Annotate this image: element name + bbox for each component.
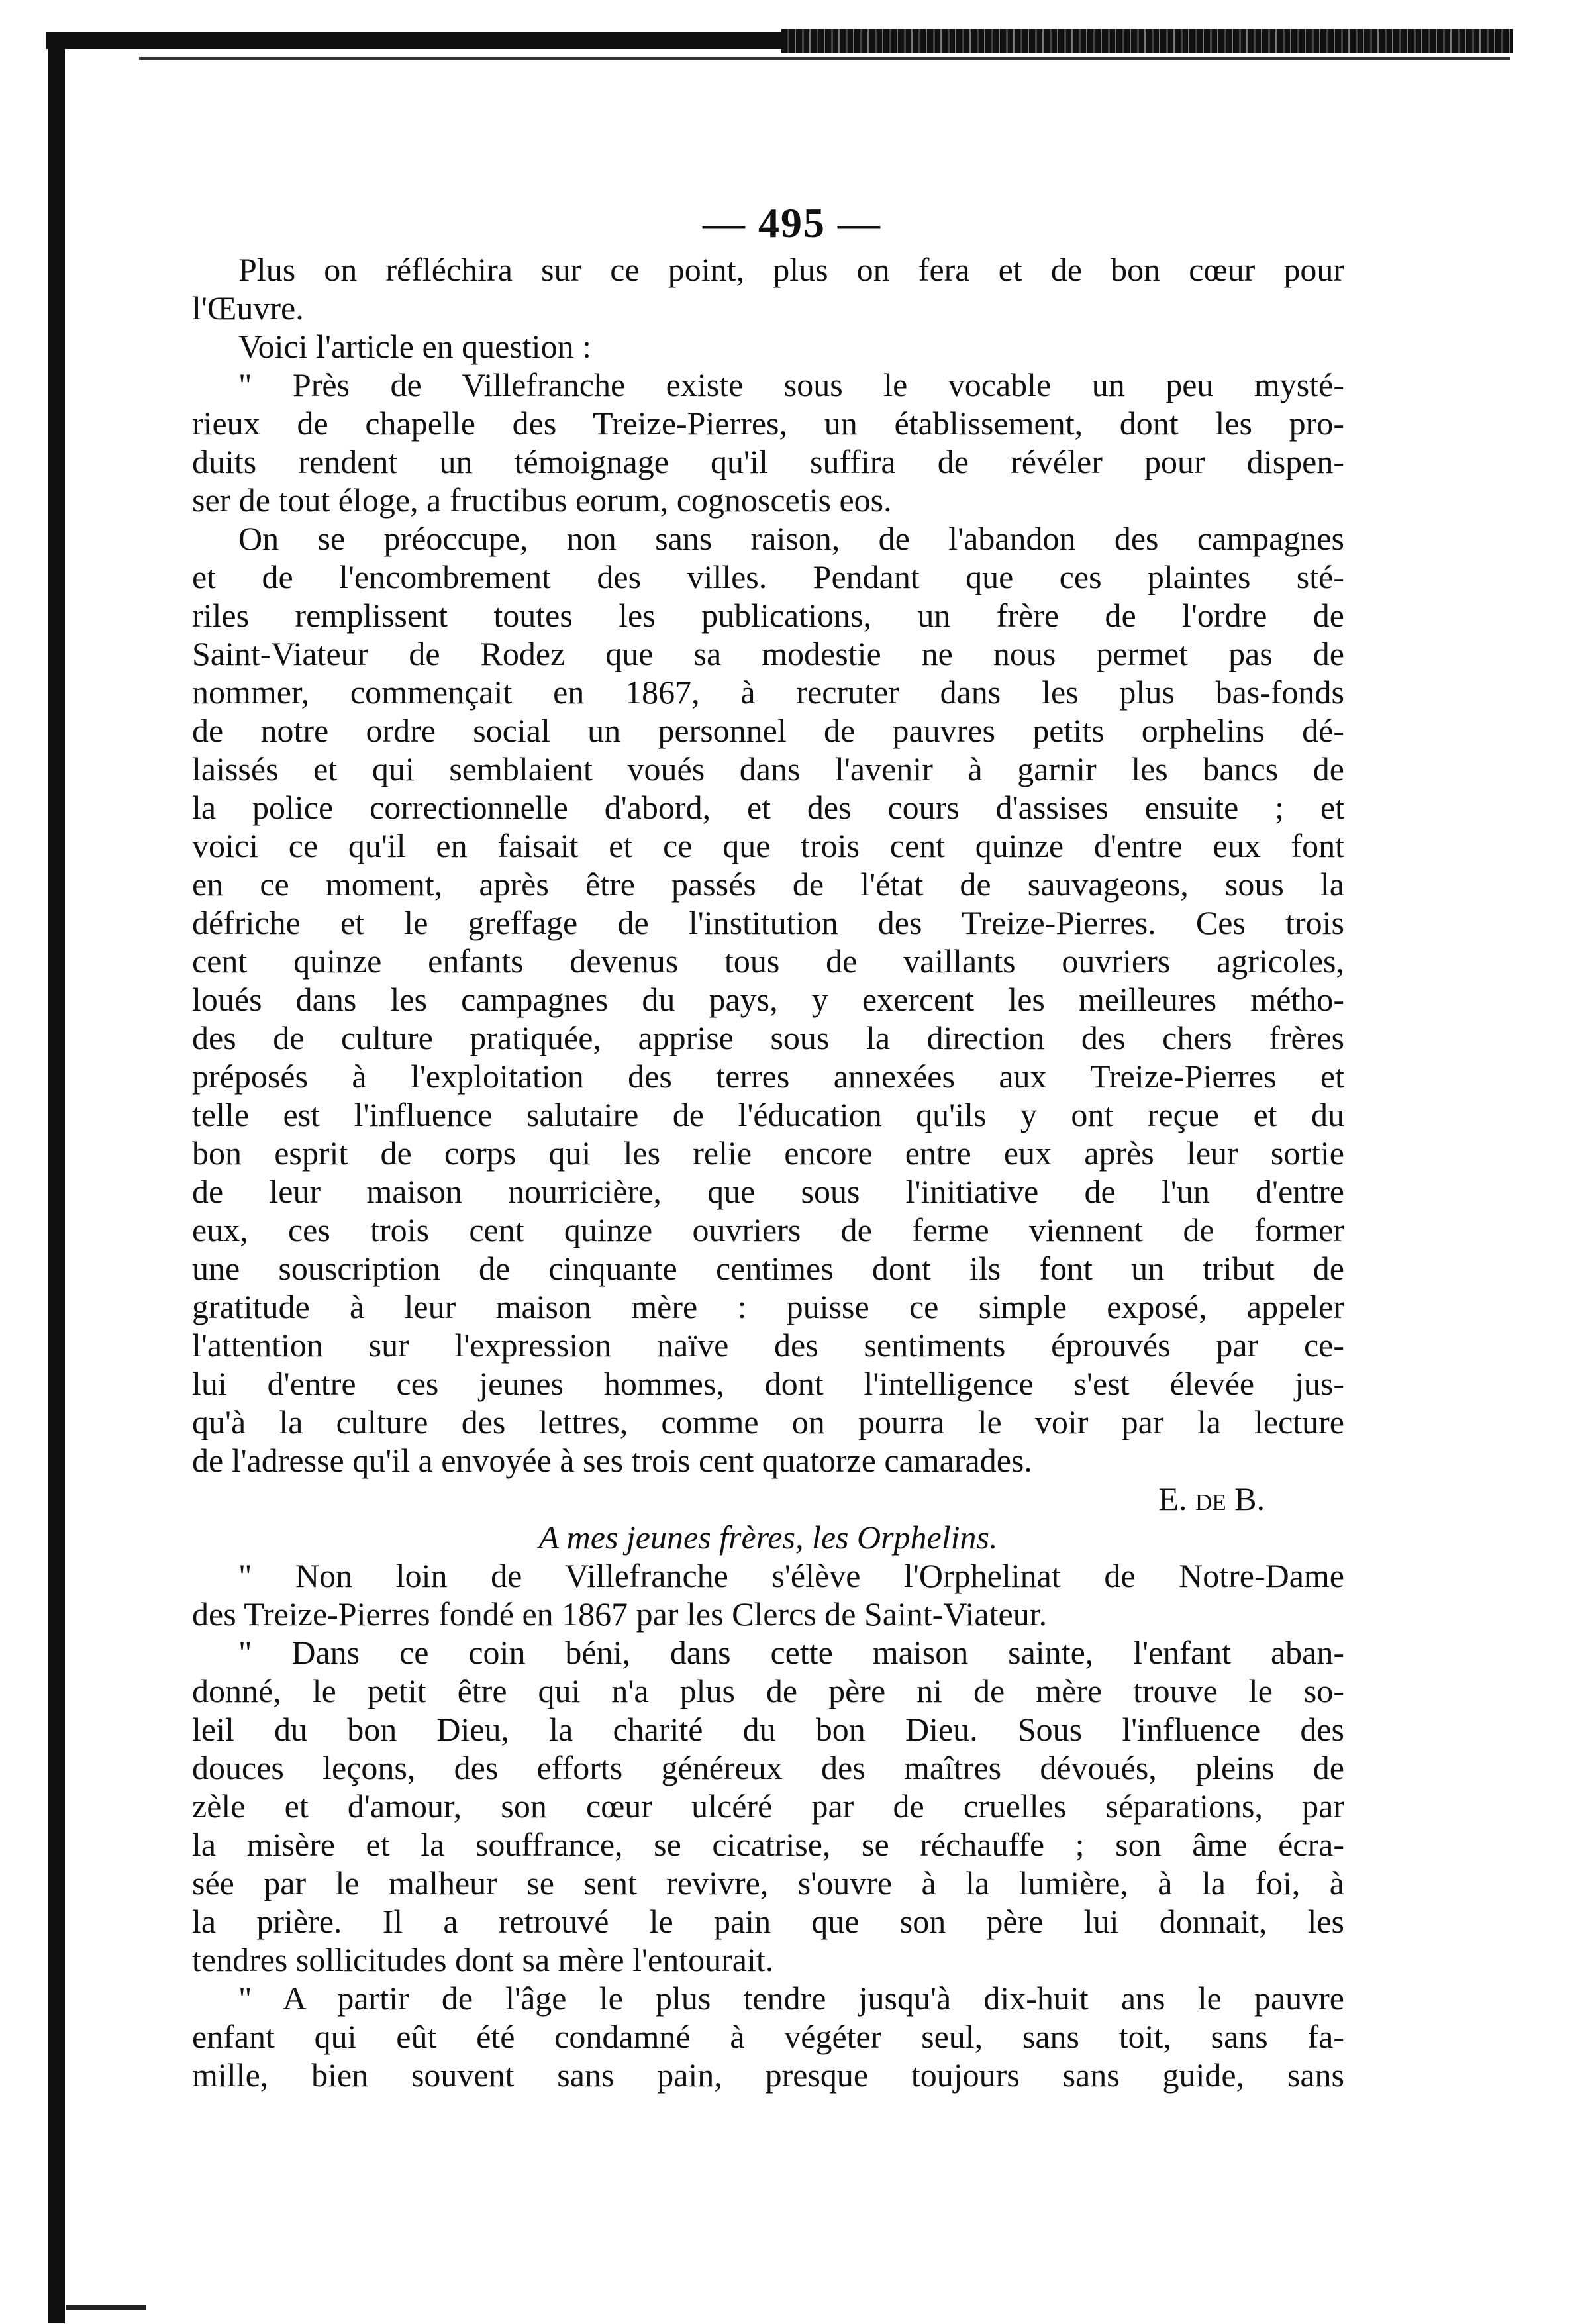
text-line: Saint-Viateur de Rodez que sa modestie ne nous permet pas de bbox=[192, 635, 1344, 672]
text-line: de leur maison nourricière, que sous l'initiative de l'un d'entre bbox=[192, 1173, 1344, 1210]
text-line: de l'adresse qu'il a envoyée à ses trois cent quatorze camarades. bbox=[192, 1442, 1032, 1479]
text-line: ser de tout éloge, a fructibus eorum, cognoscetis eos. bbox=[192, 481, 892, 519]
text-line: tendres sollicitudes dont sa mère l'entourait. bbox=[192, 1941, 774, 1978]
text-line: défriche et le greffage de l'institution des Treize-Pierres. Ces trois bbox=[192, 904, 1344, 941]
text-line: et de l'encombrement des villes. Pendant que ces plaintes sté- bbox=[192, 558, 1344, 595]
text-line: l'attention sur l'expression naïve des sentiments éprouvés par ce- bbox=[192, 1327, 1344, 1364]
text-line: la prière. Il a retrouvé le pain que son père lui donnait, les bbox=[192, 1903, 1344, 1940]
text-line: leil du bon Dieu, la charité du bon Dieu. Sous l'influence des bbox=[192, 1711, 1344, 1748]
text-line: sée par le malheur se sent revivre, s'ouvre à la lumière, à la foi, à bbox=[192, 1864, 1344, 1901]
text-line: nommer, commençait en 1867, à recruter dans les plus bas-fonds bbox=[192, 674, 1344, 711]
text-line: duits rendent un témoignage qu'il suffira de révéler pour dispen- bbox=[192, 443, 1344, 480]
scan-bottom-mark bbox=[66, 2305, 146, 2310]
text-line: donné, le petit être qui n'a plus de père ni de mère trouve le so- bbox=[192, 1672, 1344, 1709]
page-text bbox=[192, 250, 1344, 2094]
text-line: en ce moment, après être passés de l'état de sauvageons, sous la bbox=[192, 866, 1344, 903]
text-line: l'Œuvre. bbox=[192, 289, 304, 327]
text-line: qu'à la culture des lettres, comme on pourra le voir par la lecture bbox=[192, 1403, 1344, 1440]
text-line: de notre ordre social un personnel de pauvres petits orphelins dé- bbox=[192, 712, 1344, 749]
text-line: gratitude à leur maison mère : puisse ce simple exposé, appeler bbox=[192, 1288, 1344, 1325]
text-line: laissés et qui semblaient voués dans l'avenir à garnir les bancs de bbox=[192, 750, 1344, 787]
text-line: la police correctionnelle d'abord, et des cours d'assises ensuite ; et bbox=[192, 789, 1344, 826]
text-line: enfant qui eût été condamné à végéter seul, sans toit, sans fa- bbox=[192, 2018, 1344, 2055]
text-line: des de culture pratiquée, apprise sous la direction des chers frères bbox=[192, 1019, 1344, 1056]
text-line: une souscription de cinquante centimes dont ils font un tribut de bbox=[192, 1250, 1344, 1287]
text-line: eux, ces trois cent quinze ouvriers de ferme viennent de former bbox=[192, 1211, 1344, 1248]
text-line: des Treize-Pierres fondé en 1867 par les Clercs de Saint-Viateur. bbox=[192, 1595, 1048, 1633]
text-line: rieux de chapelle des Treize-Pierres, un établissement, dont les pro- bbox=[192, 405, 1344, 442]
text-line: On se préoccupe, non sans raison, de l'abandon des campagnes bbox=[238, 520, 1344, 557]
text-line: Voici l'article en question : bbox=[238, 328, 591, 365]
text-line: préposés à l'exploitation des terres annexées aux Treize-Pierres et bbox=[192, 1058, 1344, 1095]
text-line: riles remplissent toutes les publications, un frère de l'ordre de bbox=[192, 597, 1344, 634]
text-line: voici ce qu'il en faisait et ce que trois cent quinze d'entre eux font bbox=[192, 827, 1344, 864]
text-line: Plus on réfléchira sur ce point, plus on fera et de bon cœur pour bbox=[238, 251, 1344, 288]
signature: E. de B. bbox=[1158, 1480, 1265, 1517]
text-line: lui d'entre ces jeunes hommes, dont l'intelligence s'est élevée jus- bbox=[192, 1365, 1344, 1402]
text-line: la misère et la souffrance, se cicatrise, se réchauffe ; son âme écra- bbox=[192, 1826, 1344, 1863]
text-line: " Non loin de Villefranche s'élève l'Orphelinat de Notre-Dame bbox=[238, 1557, 1344, 1594]
text-line: douces leçons, des efforts généreux des maîtres dévoués, pleins de bbox=[192, 1749, 1344, 1786]
section-heading: A mes jeunes frères, les Orphelins. bbox=[538, 1519, 998, 1556]
page-number: — 495 — bbox=[703, 199, 881, 246]
scan-top-border-shade bbox=[781, 29, 1513, 53]
text-line: " Dans ce coin béni, dans cette maison sainte, l'enfant aban- bbox=[238, 1634, 1344, 1671]
text-line: " A partir de l'âge le plus tendre jusqu'à dix-huit ans le pauvre bbox=[238, 1980, 1344, 2017]
text-line: telle est l'influence salutaire de l'éducation qu'ils y ont reçue et du bbox=[192, 1096, 1344, 1133]
text-line: loués dans les campagnes du pays, y exercent les meilleures métho- bbox=[192, 981, 1344, 1018]
scan-top-rule bbox=[139, 57, 1510, 60]
text-line: " Près de Villefranche existe sous le vocable un peu mysté- bbox=[238, 366, 1344, 403]
text-line: cent quinze enfants devenus tous de vaillants ouvriers agricoles, bbox=[192, 942, 1344, 980]
scan-left-border bbox=[48, 32, 65, 2323]
text-line: bon esprit de corps qui les relie encore entre eux après leur sortie bbox=[192, 1135, 1344, 1172]
text-line: zèle et d'amour, son cœur ulcéré par de cruelles séparations, par bbox=[192, 1788, 1344, 1825]
text-line: mille, bien souvent sans pain, presque toujours sans guide, sans bbox=[192, 2056, 1344, 2094]
